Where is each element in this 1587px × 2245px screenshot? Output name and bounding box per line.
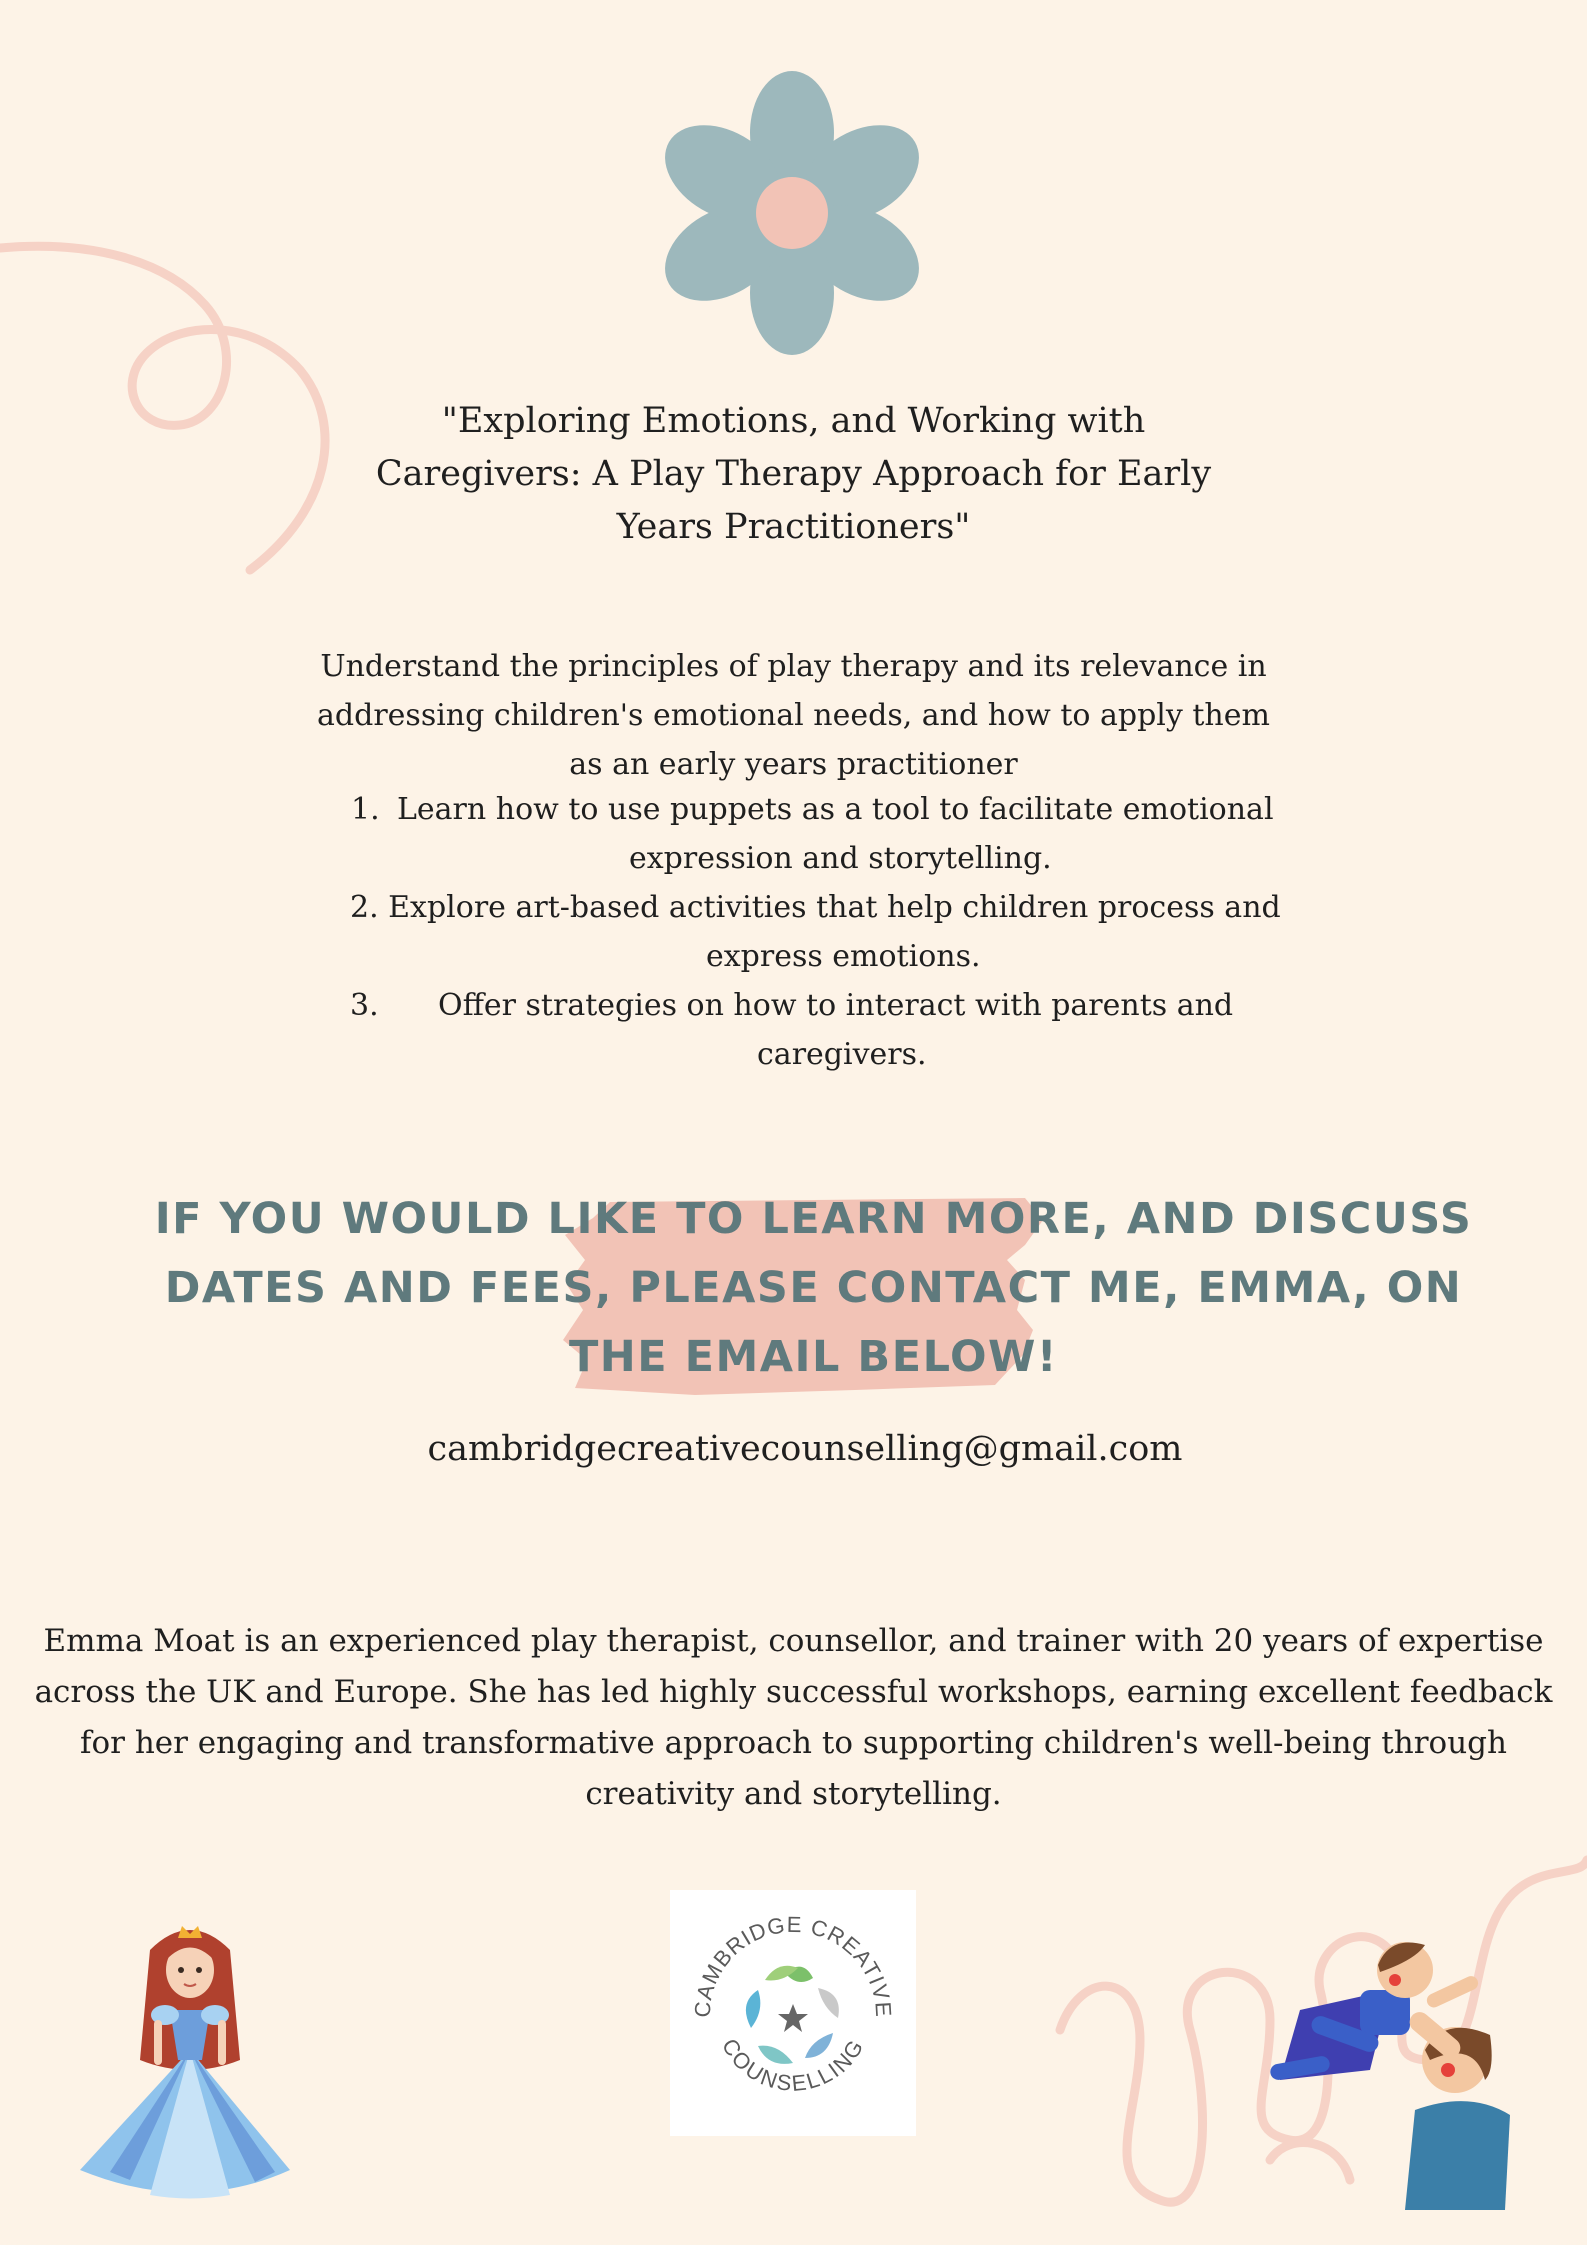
princess-illustration	[70, 1910, 310, 2210]
list-item-3-number: 3.	[350, 988, 379, 1023]
title-line-2: Caregivers: A Play Therapy Approach for Early	[375, 454, 1212, 494]
intro-line-2: addressing children's emotional needs, and how to apply them	[317, 698, 1270, 733]
bio-line-3: for her engaging and transformative approach to supporting children's well-being through	[80, 1725, 1507, 1761]
cta-line-3: THE EMAIL BELOW!	[568, 1332, 1059, 1382]
list-item-1-number: 1.	[351, 792, 380, 827]
flower-icon	[660, 70, 925, 360]
list-item-2-text: 2. Explore art-based activities that help children process and	[350, 890, 1281, 925]
list-item-1-text: Learn how to use puppets as a tool to facilitate emotional	[397, 792, 1274, 827]
contact-call-to-action	[140, 1185, 1487, 1392]
title-line-1: "Exploring Emotions, and Working with	[441, 401, 1146, 441]
contact-email[interactable]: cambridgecreativecounselling@gmail.com	[427, 1429, 1183, 1469]
workshop-title	[300, 395, 1287, 554]
logo-top-text: CAMBRIDGE CREATIVE	[689, 1911, 897, 2019]
list-item-3-continuation: caregivers.	[757, 1037, 927, 1072]
bio-line-1: Emma Moat is an experienced play therapist, counsellor, and trainer with 20 years of expertise	[43, 1623, 1544, 1659]
brand-logo	[670, 1890, 916, 2136]
title-line-3: Years Practitioners"	[616, 507, 971, 547]
cta-line-2: DATES AND FEES, PLEASE CONTACT ME, EMMA, ON	[164, 1263, 1463, 1313]
intro-line-3: as an early years practitioner	[569, 747, 1018, 782]
parent-child-illustration	[1240, 1930, 1540, 2210]
intro-paragraph	[300, 642, 1287, 789]
list-item-1-continuation: expression and storytelling.	[629, 841, 1052, 876]
bio-line-4: creativity and storytelling.	[585, 1776, 1002, 1812]
list-item-2-continuation: express emotions.	[706, 939, 981, 974]
cta-line-1: IF YOU WOULD LIKE TO LEARN MORE, AND DISCUSS	[154, 1194, 1473, 1244]
logo-bottom-text: COUNSELLING	[716, 2034, 870, 2096]
trainer-bio	[0, 1616, 1587, 1820]
bio-line-2: across the UK and Europe. She has led highly successful workshops, earning excellent feedback	[34, 1674, 1553, 1710]
list-item-3-text: Offer strategies on how to interact with parents and	[438, 988, 1234, 1023]
intro-line-1: Understand the principles of play therapy and its relevance in	[320, 649, 1267, 684]
